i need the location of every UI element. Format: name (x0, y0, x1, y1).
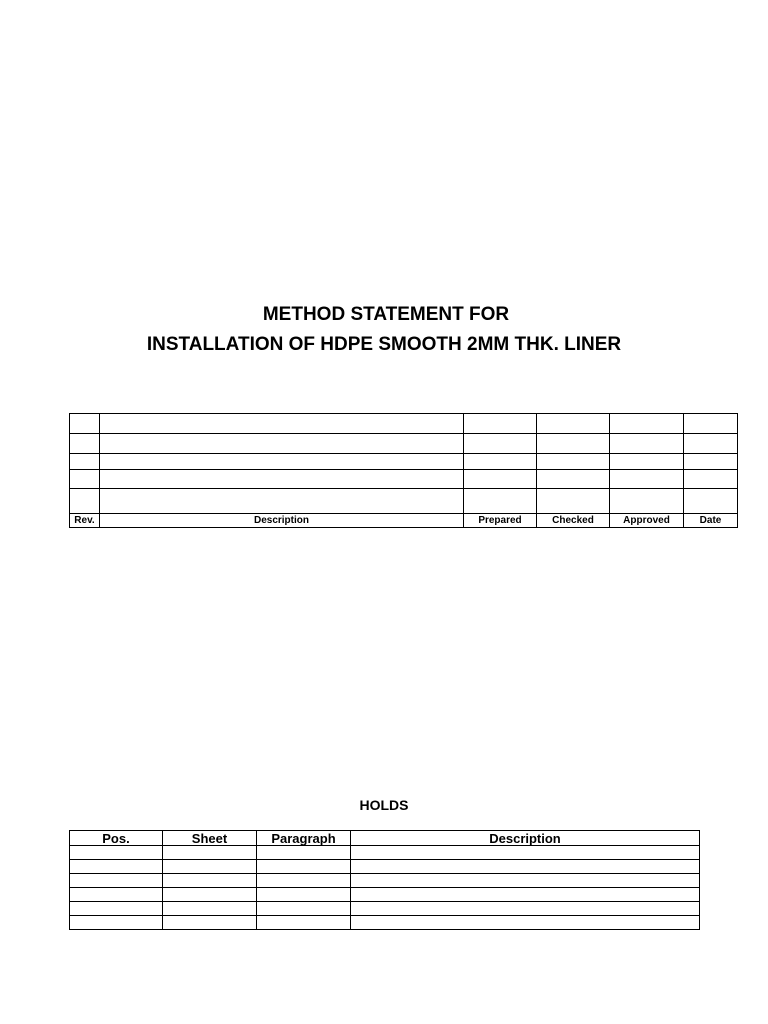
holds-row (70, 874, 700, 888)
holds-header-pos: Pos. (70, 831, 163, 846)
revision-cell-rev (70, 470, 100, 489)
holds-cell-description (351, 888, 700, 902)
revision-cell-approved (610, 454, 684, 470)
revision-cell-checked (537, 434, 610, 454)
holds-cell-description (351, 860, 700, 874)
revision-cell-checked (537, 454, 610, 470)
revision-cell-prepared (464, 454, 537, 470)
holds-row (70, 902, 700, 916)
revision-cell-rev (70, 454, 100, 470)
revision-header-checked: Checked (537, 514, 610, 528)
revision-header-description: Description (100, 514, 464, 528)
revision-cell-prepared (464, 434, 537, 454)
revision-cell-prepared (464, 414, 537, 434)
revision-cell-approved (610, 414, 684, 434)
revision-row (70, 414, 738, 434)
revision-header-rev: Rev. (70, 514, 100, 528)
revision-cell-date (684, 414, 738, 434)
holds-cell-pos (70, 902, 163, 916)
revision-cell-rev (70, 489, 100, 514)
revision-header-row (70, 514, 738, 528)
revision-cell-date (684, 434, 738, 454)
revision-cell-description (100, 434, 464, 454)
holds-header-row (70, 831, 700, 846)
revision-table (69, 413, 738, 528)
holds-cell-paragraph (257, 860, 351, 874)
holds-row (70, 888, 700, 902)
holds-row (70, 916, 700, 930)
holds-header-description: Description (351, 831, 700, 846)
revision-cell-checked (537, 470, 610, 489)
holds-cell-paragraph (257, 888, 351, 902)
revision-cell-description (100, 470, 464, 489)
revision-cell-approved (610, 470, 684, 489)
revision-cell-approved (610, 489, 684, 514)
holds-cell-paragraph (257, 916, 351, 930)
holds-cell-pos (70, 860, 163, 874)
revision-cell-rev (70, 434, 100, 454)
holds-row (70, 846, 700, 860)
revision-cell-approved (610, 434, 684, 454)
holds-cell-pos (70, 888, 163, 902)
holds-cell-paragraph (257, 874, 351, 888)
revision-cell-checked (537, 414, 610, 434)
revision-cell-prepared (464, 489, 537, 514)
holds-cell-sheet (163, 874, 257, 888)
holds-cell-paragraph (257, 902, 351, 916)
revision-cell-checked (537, 489, 610, 514)
holds-cell-description (351, 846, 700, 860)
holds-cell-sheet (163, 902, 257, 916)
document-title-line-1: METHOD STATEMENT FOR (262, 304, 510, 325)
holds-row (70, 860, 700, 874)
revision-cell-date (684, 454, 738, 470)
revision-cell-description (100, 414, 464, 434)
revision-row (70, 470, 738, 489)
holds-header-sheet: Sheet (163, 831, 257, 846)
holds-cell-sheet (163, 846, 257, 860)
holds-header-paragraph: Paragraph (257, 831, 351, 846)
holds-cell-description (351, 874, 700, 888)
holds-cell-sheet (163, 860, 257, 874)
holds-title: HOLDS (359, 797, 409, 813)
holds-cell-description (351, 902, 700, 916)
holds-cell-pos (70, 916, 163, 930)
revision-row (70, 434, 738, 454)
revision-cell-prepared (464, 470, 537, 489)
revision-header-approved: Approved (610, 514, 684, 528)
document-title-line-2: INSTALLATION OF HDPE SMOOTH 2MM THK. LINER (146, 334, 622, 355)
revision-cell-date (684, 489, 738, 514)
holds-cell-pos (70, 874, 163, 888)
holds-table (69, 830, 700, 930)
revision-cell-description (100, 489, 464, 514)
revision-row (70, 454, 738, 470)
revision-cell-rev (70, 414, 100, 434)
revision-cell-date (684, 470, 738, 489)
holds-cell-description (351, 916, 700, 930)
holds-cell-paragraph (257, 846, 351, 860)
holds-cell-sheet (163, 916, 257, 930)
revision-header-prepared: Prepared (464, 514, 537, 528)
revision-cell-description (100, 454, 464, 470)
revision-row (70, 489, 738, 514)
holds-cell-pos (70, 846, 163, 860)
revision-header-date: Date (684, 514, 738, 528)
holds-cell-sheet (163, 888, 257, 902)
